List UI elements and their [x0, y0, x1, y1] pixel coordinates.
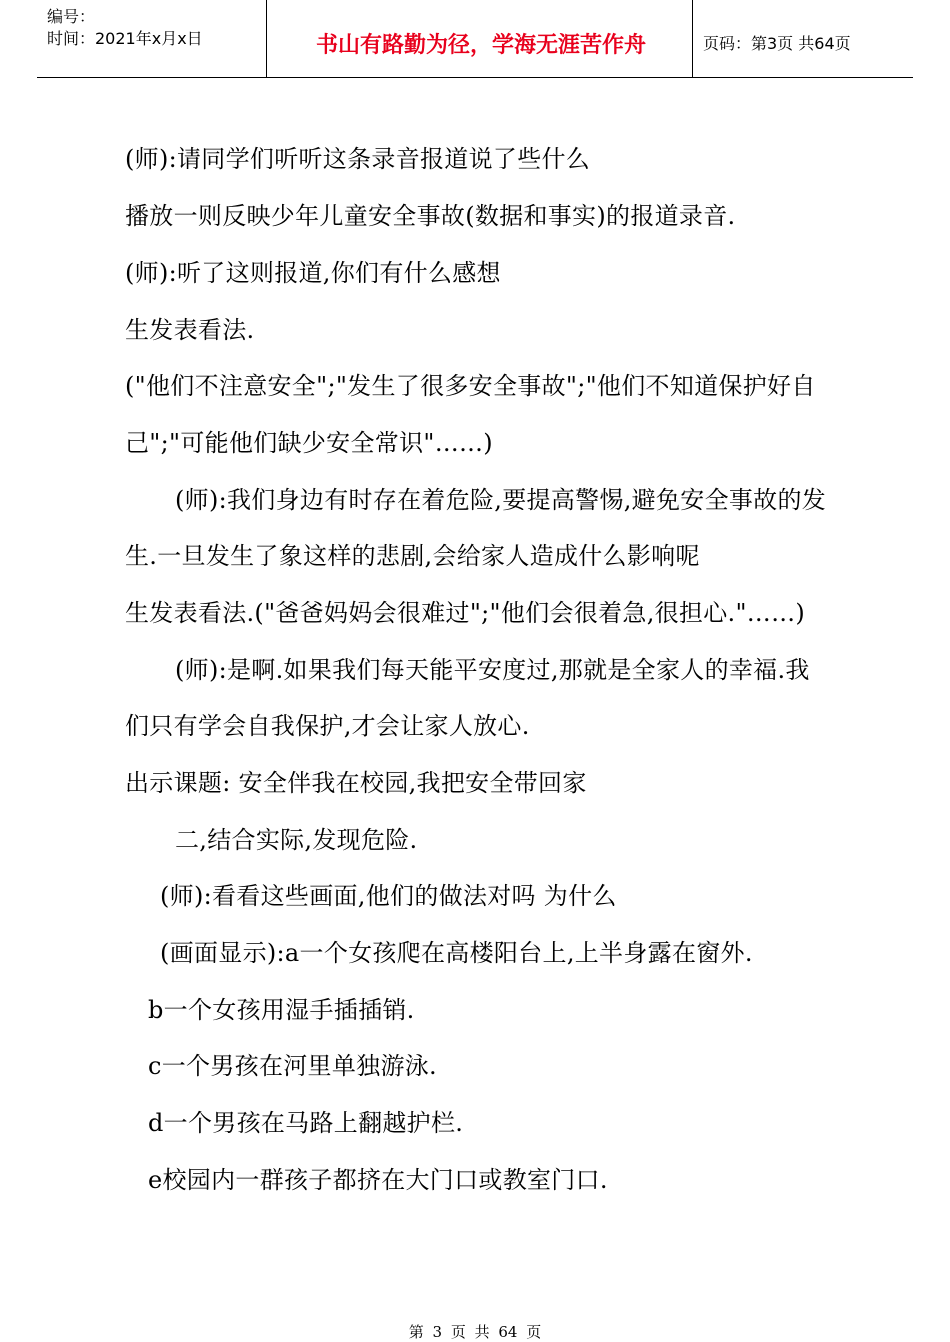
document-number-label: 编号：: [47, 7, 96, 26]
header-motto: 书山有路勤为径，学海无涯苦作舟: [315, 33, 646, 58]
body-line: (师):请同学们听听这条录音报道说了些什么: [125, 145, 591, 173]
list-item: c一个男孩在河里单独游泳.: [148, 1052, 437, 1080]
document-date-label: 时间：2021年x月x日: [47, 29, 203, 48]
body-line: 己";"可能他们缺少安全常识"……): [125, 429, 493, 457]
body-line: 们只有学会自我保护,才会让家人放心.: [125, 712, 530, 740]
header-divider-left: [266, 0, 267, 77]
body-line: (师):我们身边有时存在着危险,要提高警惕,避免安全事故的发: [175, 486, 827, 514]
list-item: e校园内一群孩子都挤在大门口或教室门口.: [148, 1166, 608, 1194]
body-line: 生发表看法.: [125, 316, 255, 344]
list-item: b一个女孩用湿手插插销.: [148, 996, 415, 1024]
body-line: ("他们不注意安全";"发生了很多安全事故";"他们不知道保护好自: [125, 372, 816, 400]
header-page-info: 页码：第3页 共64页: [703, 34, 851, 53]
body-line: 播放一则反映少年儿童安全事故(数据和事实)的报道录音.: [125, 202, 736, 230]
body-line: (师):看看这些画面,他们的做法对吗 为什么: [160, 882, 617, 910]
body-line: (师):听了这则报道,你们有什么感想: [125, 259, 501, 287]
body-line: 生.一旦发生了象这样的悲剧,会给家人造成什么影响呢: [125, 542, 700, 570]
page-footer: 第 3 页 共 64 页: [408, 1323, 542, 1341]
section-title-line: 出示课题: 安全伴我在校园,我把安全带回家: [125, 769, 587, 797]
body-line: (画面显示):a一个女孩爬在高楼阳台上,上半身露在窗外.: [160, 939, 753, 967]
body-line: (师):是啊.如果我们每天能平安度过,那就是全家人的幸福.我: [175, 656, 810, 684]
header-divider-right: [692, 0, 693, 77]
page-header: [37, 0, 913, 78]
section-heading: 二,结合实际,发现危险.: [175, 826, 418, 854]
list-item: d一个男孩在马路上翻越护栏.: [148, 1109, 464, 1137]
body-line: 生发表看法.("爸爸妈妈会很难过";"他们会很着急,很担心."……): [125, 599, 806, 627]
